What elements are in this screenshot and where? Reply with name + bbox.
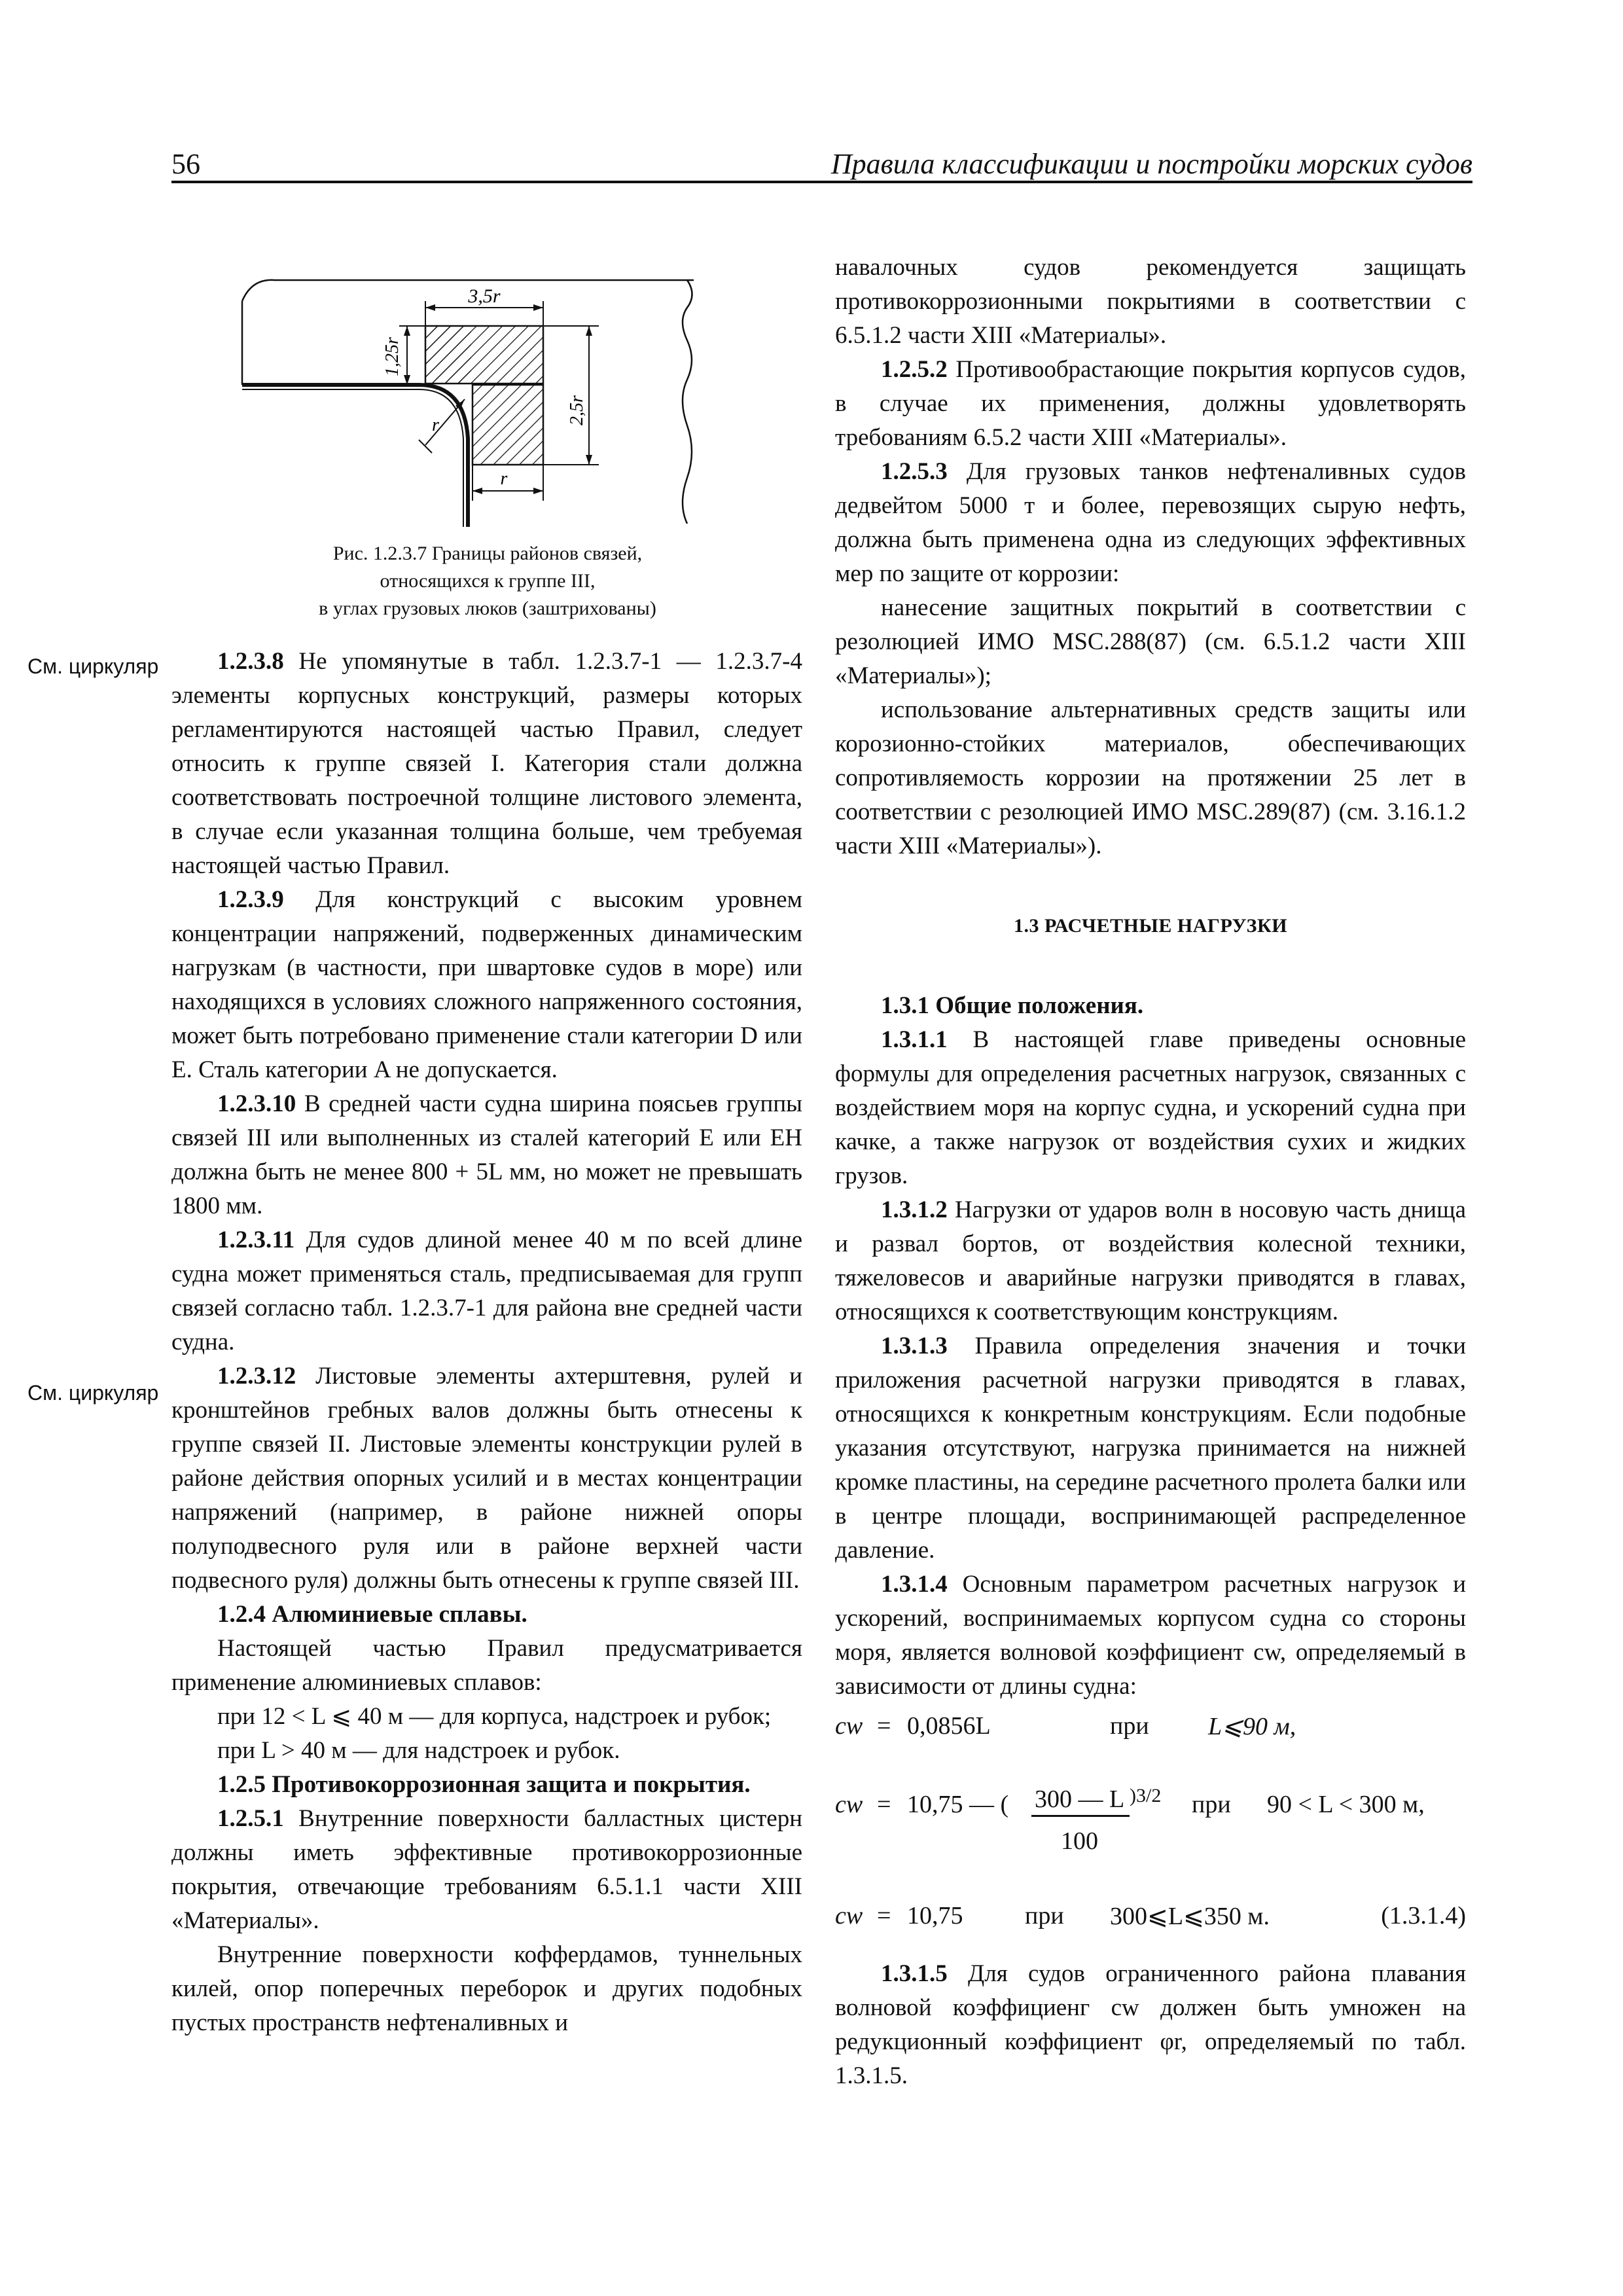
- dim-label-bottom: r: [500, 469, 508, 489]
- formula-row-1: cw = 0,0856L при L⩽90 м,: [835, 1712, 1296, 1740]
- right-column-final: [835, 1957, 1466, 2093]
- paragraph: 1.3.1.4 Основным параметром расчетных нагрузок и ускорений, воспринимаемых корпусом судна со стороны моря, является волновой коэффициент cw, определяемый в зависимости от длины судна:: [835, 1571, 1466, 1700]
- paragraph: 1.3.1.3 Правила определения значения и точки приложения расчетной нагрузки приводятся в главах, относящихся к конкретным конструкциям. Если подобные указания отсутствуют, нагрузка принимается на нижней кромке пластины, на середине расчетного пролета балки или в центре площади, воспринимающей распределенное давление.: [835, 1333, 1466, 1564]
- paragraph: 1.2.3.9 Для конструкций с высоким уровнем концентрации напряжений, подверженных динамическим нагрузкам (в частности, при швартовке судов в море) или находящихся в условиях сложного напряженного состояния, может быть потребовано применение стали категории D или E. Сталь категории A не допускается.: [171, 886, 802, 1083]
- paragraph: нанесение защитных покрытий в соответствии с резолюцией ИМО MSC.288(87) (см. 6.5.1.2 части XIII «Материалы»);: [835, 594, 1466, 689]
- paragraph: 1.2.3.12 Листовые элементы ахтерштевня, рулей и кронштейнов гребных валов должны быть отнесены к группе связей II. Листовые элементы конструкции рулей в районе действия опорных усилий и в местах концентрации напряжений (например, в районе нижней опоры полуподвесного руля или в районе верхней части подвесного руля) должны быть отнесены к группе связей III.: [171, 1363, 802, 1594]
- formula-row-2: cw = 10,75 — ( 300 — L )3/2 100 при 90 < L < 300 м,: [835, 1785, 1425, 1855]
- dim-label-top: 3,5r: [468, 285, 501, 307]
- paragraph: 1.3.1.2 Нагрузки от ударов волн в носовую часть днища и развал бортов, от воздействия колесной техники, тяжеловесов и аварийные нагрузки приводятся в главах, относящихся к соответствующим конструкциям.: [835, 1196, 1466, 1325]
- right-column: [835, 251, 1466, 1704]
- paragraph: при L > 40 м — для надстроек и рубок.: [217, 1737, 620, 1764]
- formula-row-3: cw = 10,75 при 300⩽L⩽350 м. (1.3.1.4): [835, 1902, 1466, 1930]
- paragraph: Внутренние поверхности коффердамов, туннельных килей, опор поперечных переборок и других подобных пустых пространств нефтеналивных и: [171, 1941, 802, 2036]
- paragraph: 1.2.3.8 Не упомянутые в табл. 1.2.3.7-1 — 1.2.3.7-4 элементы корпусных конструкций, размеры которых регламентируются настоящей частью Правил, следует относить к группе связей I. Категория стали должна соответствовать построечной толщине листового элемента, в случае если указанная толщина больше, чем требуемая настоящей частью Правил.: [171, 648, 802, 879]
- dim-label-left: 1,25r: [382, 337, 402, 376]
- break-line: [683, 280, 692, 524]
- paragraph: 1.2.5.3 Для грузовых танков нефтеналивных судов дедвейтом 5000 т и более, перевозящих сырую нефть, должна быть применена одна из следующих эффективных мер по защите от коррозии:: [835, 458, 1466, 587]
- subsection-heading: 1.2.5 Противокоррозионная защита и покрытия.: [217, 1771, 751, 1798]
- page-number: 56: [171, 148, 200, 180]
- paragraph: использование альтернативных средств защиты или корозионно-стойких материалов, обеспечивающих сопротивляемость коррозии на протяжении 25 лет в соответствии с резолюцией ИМО MSC.289(87) (см. 3.16.1.2 части XIII «Материалы»).: [835, 696, 1466, 859]
- figure-caption: Рис. 1.2.3.7 Границы районов связей, относящихся к группе III, в углах грузовых люков (заштрихованы): [319, 543, 656, 619]
- paragraph: 1.2.5.1 Внутренние поверхности балластных цистерн должны иметь эффективные противокоррозионные покрытия, отвечающие требованиям 6.5.1.1 части XIII «Материалы».: [171, 1805, 802, 1934]
- paragraph: навалочных судов рекомендуется защищать противокоррозионными покрытиями в соответствии с 6.5.1.2 части XIII «Материалы».: [835, 254, 1466, 349]
- margin-note-circular[interactable]: См. циркуляр: [27, 655, 159, 678]
- subsection-heading: 1.2.4 Алюминиевые сплавы.: [217, 1601, 527, 1628]
- paragraph: 1.2.3.10 В средней части судна ширина поясьев группы связей III или выполненных из сталей категорий E или EH должна быть не менее 800 + 5L мм, но может не превышать 1800 мм.: [171, 1090, 802, 1219]
- left-column: [171, 645, 802, 2040]
- paragraph: 1.2.3.11 Для судов длиной менее 40 м по всей длине судна может применяться сталь, предписываемая для групп связей согласно табл. 1.2.3.7-1 для района вне средней части судна.: [171, 1227, 802, 1355]
- section-title: 1.3 РАСЧЕТНЫЕ НАГРУЗКИ: [1013, 915, 1288, 937]
- running-title: Правила классификации и постройки морских судов: [830, 148, 1472, 180]
- page-header: [171, 141, 1472, 181]
- hatch-corner-drawing: [236, 268, 720, 530]
- subsection-heading: 1.3.1 Общие положения.: [881, 992, 1144, 1019]
- header-rule: [171, 181, 1472, 183]
- paragraph: 1.3.1.1 В настоящей главе приведены основные формулы для определения расчетных нагрузок, связанных с воздействием моря на корпус судна, и ускорений судна при качке, а также нагрузок от воздействия сухих и жидких грузов.: [835, 1026, 1466, 1189]
- margin-note-circular[interactable]: См. циркуляр: [27, 1381, 159, 1405]
- paragraph: 1.3.1.5 Для судов ограниченного района плавания волновой коэффициенг cw должен быть умножен на редукционный коэффициент φr, определяемый по табл. 1.3.1.5.: [835, 1960, 1466, 2089]
- figure-hatch-diagram: [236, 268, 720, 530]
- paragraph: 1.2.5.2 Противообрастающие покрытия корпусов судов, в случае их применения, должны удовлетворять требованиям 6.5.2 части XIII «Материалы».: [835, 356, 1466, 451]
- paragraph: при 12 < L ⩽ 40 м — для корпуса, надстроек и рубок;: [217, 1703, 772, 1730]
- dim-label-right: 2,5r: [567, 395, 587, 425]
- dim-label-radius: r: [432, 415, 439, 435]
- paragraph: Настоящей частью Правил предусматривается применение алюминиевых сплавов:: [171, 1635, 802, 1696]
